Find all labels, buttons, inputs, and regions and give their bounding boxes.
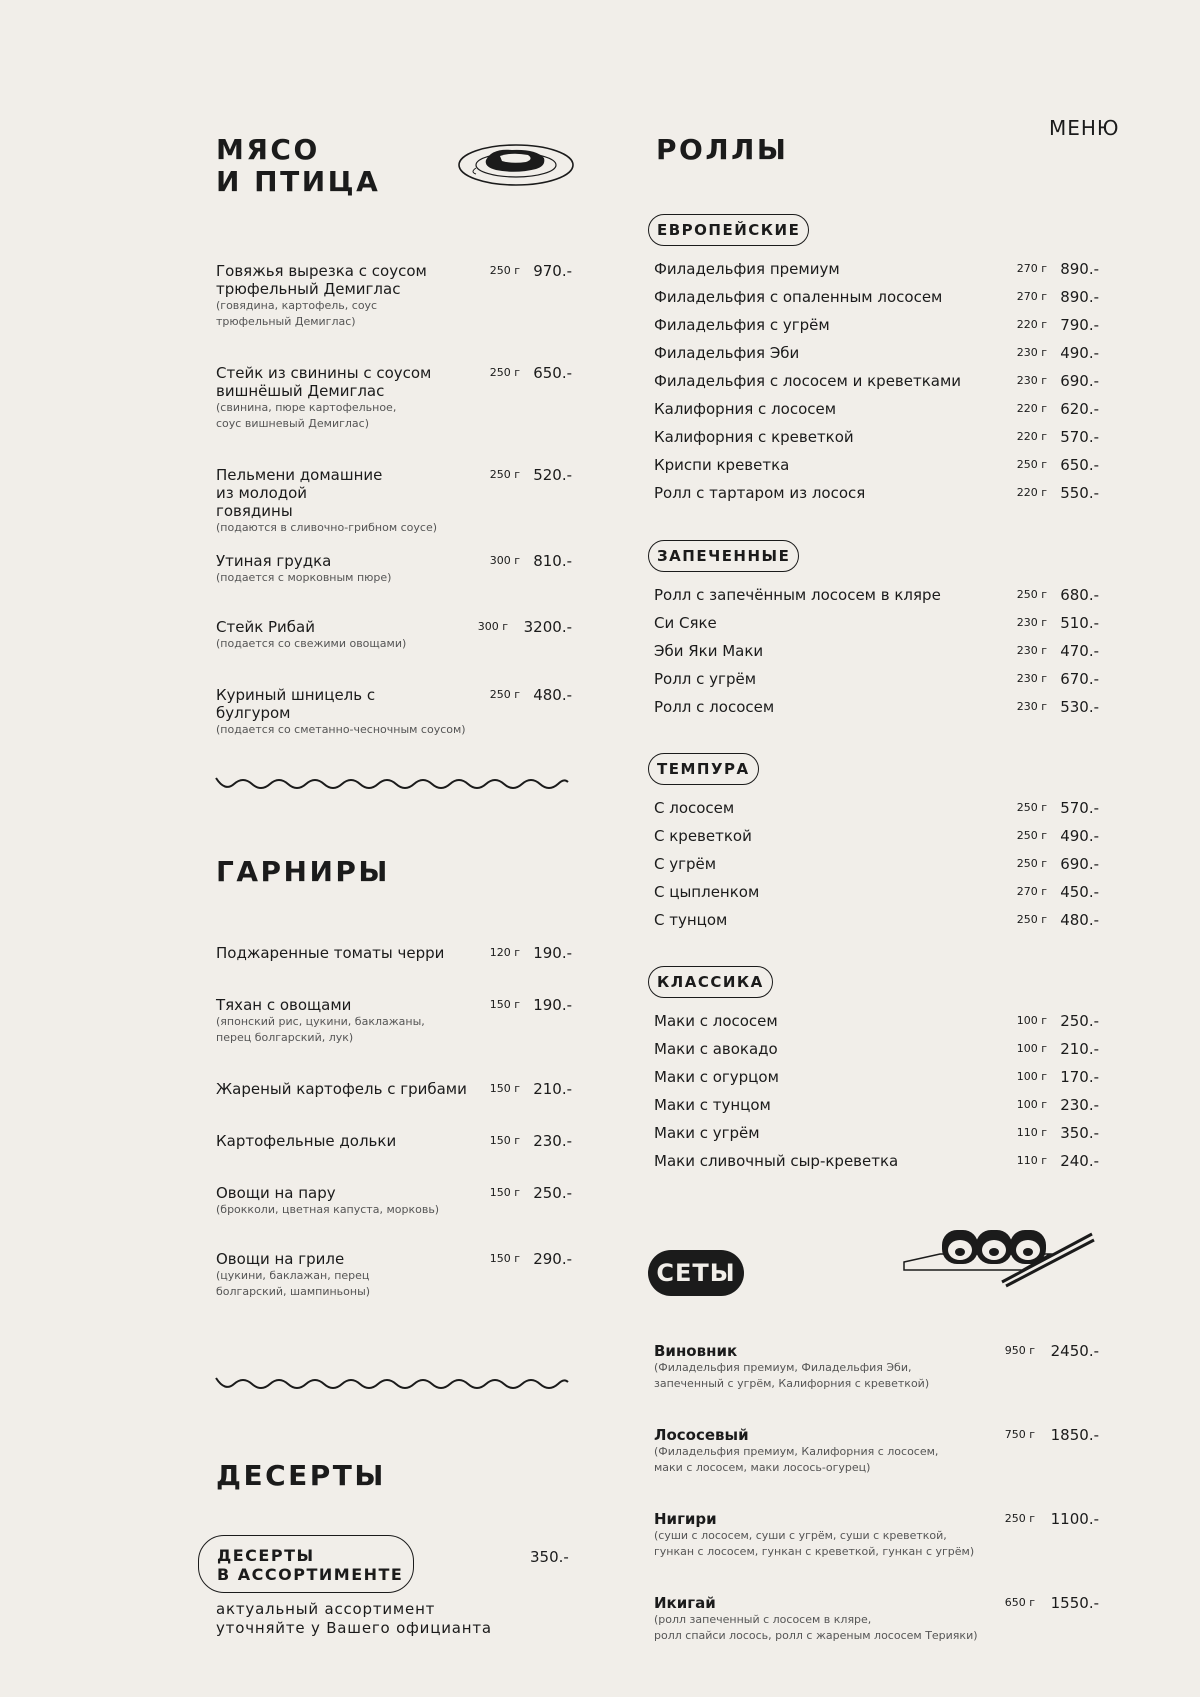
item-price: 570.-	[1060, 428, 1099, 446]
item-name: Овощи на пару	[216, 1184, 336, 1202]
item-desc: (подается со сметанно-чесночным соусом)	[216, 723, 466, 736]
item-weight: 100 г	[1016, 1098, 1047, 1111]
item-name: Икигай	[654, 1594, 716, 1612]
garnish-list	[216, 944, 572, 1304]
item-name: Эби Яки Маки	[654, 642, 764, 660]
list-item	[654, 1040, 1099, 1058]
item-price: 490.-	[1060, 827, 1099, 845]
item-weight: 220 г	[1016, 402, 1047, 415]
item-price: 650.-	[533, 364, 572, 382]
item-weight: 250 г	[1016, 829, 1047, 842]
item-weight: 220 г	[1016, 318, 1047, 331]
item-weight: 230 г	[1016, 346, 1047, 359]
item-price: 690.-	[1060, 372, 1099, 390]
desserts-box-line1: ДЕСЕРТЫ	[217, 1546, 315, 1565]
list-item	[654, 1012, 1099, 1030]
item-desc: запеченный с угрём, Калифорния с креветкой)	[654, 1377, 930, 1390]
item-price: 290.-	[533, 1250, 572, 1268]
item-price: 170.-	[1060, 1068, 1099, 1086]
item-name: Нигири	[654, 1510, 717, 1528]
item-desc: (японский рис, цукини, баклажаны, перец болгарский, лук)	[216, 1015, 425, 1044]
item-price: 250.-	[533, 1184, 572, 1202]
item-weight: 150 г	[489, 1082, 520, 1095]
item-desc: (подается со свежими овощами)	[216, 637, 407, 650]
list-item	[216, 618, 572, 652]
list-item	[654, 1152, 1099, 1170]
item-weight: 230 г	[1016, 672, 1047, 685]
list-item	[654, 344, 1099, 362]
item-name: Калифорния с креветкой	[654, 428, 854, 446]
item-price: 1100.-	[1050, 1510, 1099, 1528]
item-name: Пельмени домашние из молодой говядины	[216, 466, 383, 520]
item-name: Маки сливочный сыр-креветка	[654, 1152, 899, 1170]
item-name: Ролл с угрём	[654, 670, 757, 688]
list-item	[654, 1594, 1099, 1644]
item-name: Филадельфия премиум	[654, 260, 840, 278]
list-item	[654, 614, 1099, 632]
list-item	[654, 670, 1099, 688]
item-name: С угрём	[654, 855, 717, 873]
item-weight: 220 г	[1016, 430, 1047, 443]
item-price: 530.-	[1060, 698, 1099, 716]
rolls-list	[654, 214, 1099, 1174]
item-name: Криспи креветка	[654, 456, 790, 474]
item-price: 230.-	[533, 1132, 572, 1150]
item-price: 570.-	[1060, 799, 1099, 817]
item-price: 480.-	[1060, 911, 1099, 929]
item-weight: 250 г	[1016, 857, 1047, 870]
item-weight: 230 г	[1016, 374, 1047, 387]
list-item	[654, 1068, 1099, 1086]
list-item	[216, 1132, 572, 1150]
list-item	[654, 883, 1099, 901]
list-item	[216, 944, 572, 962]
item-price: 210.-	[533, 1080, 572, 1098]
item-desc: (говядина, картофель, соус трюфельный Демиглас)	[216, 299, 378, 328]
list-item	[654, 911, 1099, 929]
item-weight: 250 г	[489, 688, 520, 701]
item-weight: 250 г	[1004, 1512, 1035, 1525]
list-item	[654, 288, 1099, 306]
item-weight: 150 г	[489, 1134, 520, 1147]
desserts-price: 350.-	[530, 1548, 569, 1566]
item-weight: 100 г	[1016, 1070, 1047, 1083]
item-price: 550.-	[1060, 484, 1099, 502]
list-item	[654, 428, 1099, 446]
item-name: Картофельные дольки	[216, 1132, 397, 1150]
item-weight: 100 г	[1016, 1014, 1047, 1027]
item-desc: (подается с морковным пюре)	[216, 571, 392, 584]
item-desc: (Филадельфия премиум, Калифорния с лососем,	[654, 1445, 939, 1458]
item-name: Си Сяке	[654, 614, 717, 632]
desserts-note-line2: уточняйте у Вашего официанта	[216, 1619, 492, 1637]
item-price: 1550.-	[1050, 1594, 1099, 1612]
item-desc: (Филадельфия премиум, Филадельфия Эби,	[654, 1361, 912, 1374]
sets-section-title: СЕТЫ	[648, 1250, 744, 1296]
item-weight: 110 г	[1016, 1126, 1047, 1139]
item-name: Филадельфия с опаленным лососем	[654, 288, 943, 306]
list-item	[216, 686, 572, 738]
item-name: С лососем	[654, 799, 735, 817]
item-price: 970.-	[533, 262, 572, 280]
sushi-rolls-icon	[902, 1226, 1096, 1288]
item-name: Стейк Рибай	[216, 618, 316, 636]
desserts-note-line1: актуальный ассортимент	[216, 1600, 436, 1618]
item-name: Виновник	[654, 1342, 738, 1360]
item-price: 190.-	[533, 996, 572, 1014]
item-weight: 230 г	[1016, 700, 1047, 713]
item-price: 3200.-	[523, 618, 572, 636]
list-item	[654, 799, 1099, 817]
item-price: 230.-	[1060, 1096, 1099, 1114]
item-name: Утиная грудка	[216, 552, 332, 570]
item-weight: 270 г	[1016, 885, 1047, 898]
item-price: 510.-	[1060, 614, 1099, 632]
list-item	[654, 642, 1099, 660]
list-item	[654, 1342, 1099, 1392]
category-badge: КЛАССИКА	[648, 966, 773, 998]
item-price: 620.-	[1060, 400, 1099, 418]
list-item	[216, 996, 572, 1046]
item-weight: 250 г	[489, 264, 520, 277]
list-item	[216, 1250, 572, 1300]
sets-list	[654, 1342, 1099, 1672]
list-item	[216, 262, 572, 330]
item-price: 450.-	[1060, 883, 1099, 901]
list-item	[654, 827, 1099, 845]
item-weight: 750 г	[1004, 1428, 1035, 1441]
item-weight: 270 г	[1016, 290, 1047, 303]
item-weight: 150 г	[489, 1186, 520, 1199]
item-weight: 120 г	[489, 946, 520, 959]
item-name: Филадельфия Эби	[654, 344, 800, 362]
list-item	[216, 1080, 572, 1098]
item-price: 670.-	[1060, 670, 1099, 688]
item-name: Жареный картофель с грибами	[216, 1080, 467, 1098]
desserts-assortment-badge	[198, 1535, 414, 1593]
category-badge: ЕВРОПЕЙСКИЕ	[648, 214, 809, 246]
item-name: Ролл с лососем	[654, 698, 775, 716]
list-item	[216, 466, 572, 536]
item-price: 210.-	[1060, 1040, 1099, 1058]
desserts-box-line2: В АССОРТИМЕНТЕ	[217, 1565, 404, 1584]
item-price: 690.-	[1060, 855, 1099, 873]
item-name: Маки с лососем	[654, 1012, 778, 1030]
item-weight: 250 г	[1016, 458, 1047, 471]
item-name: С тунцом	[654, 911, 728, 929]
item-name: С цыпленком	[654, 883, 760, 901]
item-price: 470.-	[1060, 642, 1099, 660]
item-price: 1850.-	[1050, 1426, 1099, 1444]
item-name: Филадельфия с угрём	[654, 316, 830, 334]
list-item	[216, 552, 572, 586]
meat-title-line1: МЯСО	[216, 133, 320, 166]
list-item	[654, 484, 1099, 502]
list-item	[654, 1124, 1099, 1142]
list-item	[654, 260, 1099, 278]
list-item	[216, 364, 572, 432]
item-weight: 100 г	[1016, 1042, 1047, 1055]
rolls-section-title: РОЛЛЫ	[656, 133, 789, 166]
item-name: Филадельфия с лососем и креветками	[654, 372, 962, 390]
menu-label: МЕНЮ	[1049, 116, 1120, 140]
item-price: 250.-	[1060, 1012, 1099, 1030]
list-item	[654, 1510, 1099, 1560]
item-desc: маки с лососем, маки лосось-огурец)	[654, 1461, 871, 1474]
category-badge: ЗАПЕЧЕННЫЕ	[648, 540, 799, 572]
item-weight: 230 г	[1016, 644, 1047, 657]
list-item	[654, 855, 1099, 873]
desserts-section-title: ДЕСЕРТЫ	[216, 1459, 386, 1492]
category-badge: ТЕМПУРА	[648, 753, 759, 785]
wave-divider	[214, 1372, 570, 1396]
item-price: 240.-	[1060, 1152, 1099, 1170]
item-price: 2450.-	[1050, 1342, 1099, 1360]
list-item	[654, 1426, 1099, 1476]
item-weight: 150 г	[489, 1252, 520, 1265]
item-name: Ролл с тартаром из лосося	[654, 484, 866, 502]
meat-list	[216, 262, 572, 736]
list-item	[654, 586, 1099, 604]
item-name: Тяхан с овощами	[216, 996, 352, 1014]
item-name: Маки с огурцом	[654, 1068, 779, 1086]
item-price: 790.-	[1060, 316, 1099, 334]
item-weight: 150 г	[489, 998, 520, 1011]
list-item	[216, 1184, 572, 1218]
item-name: Маки с угрём	[654, 1124, 760, 1142]
item-desc: (брокколи, цветная капуста, морковь)	[216, 1203, 440, 1216]
steak-plate-icon	[456, 140, 576, 188]
item-weight: 250 г	[1016, 588, 1047, 601]
item-price: 810.-	[533, 552, 572, 570]
meat-title-line2: И ПТИЦА	[216, 165, 381, 198]
item-weight: 250 г	[1016, 801, 1047, 814]
item-name: Овощи на гриле	[216, 1250, 345, 1268]
item-price: 680.-	[1060, 586, 1099, 604]
item-name: Лососевый	[654, 1426, 749, 1444]
item-price: 350.-	[1060, 1124, 1099, 1142]
item-weight: 220 г	[1016, 486, 1047, 499]
item-price: 190.-	[533, 944, 572, 962]
item-name: Говяжья вырезка с соусом трюфельный Демиглас	[216, 262, 427, 298]
item-weight: 650 г	[1004, 1596, 1035, 1609]
list-item	[654, 698, 1099, 716]
meat-section-title	[216, 134, 380, 198]
item-price: 890.-	[1060, 288, 1099, 306]
item-name: С креветкой	[654, 827, 752, 845]
list-item	[654, 1096, 1099, 1114]
item-price: 520.-	[533, 466, 572, 484]
list-item	[654, 372, 1099, 390]
item-weight: 230 г	[1016, 616, 1047, 629]
item-weight: 250 г	[489, 468, 520, 481]
list-item	[654, 400, 1099, 418]
item-name: Калифорния с лососем	[654, 400, 837, 418]
item-weight: 950 г	[1004, 1344, 1035, 1357]
item-desc: (ролл запеченный с лососем в кляре,	[654, 1613, 872, 1626]
item-name: Ролл с запечённым лососем в кляре	[654, 586, 941, 604]
item-weight: 300 г	[489, 554, 520, 567]
item-price: 480.-	[533, 686, 572, 704]
item-desc: (свинина, пюре картофельное, соус вишневый Демиглас)	[216, 401, 397, 430]
item-weight: 250 г	[489, 366, 520, 379]
item-price: 650.-	[1060, 456, 1099, 474]
item-weight: 250 г	[1016, 913, 1047, 926]
item-desc: ролл спайси лосось, ролл с жареным лососем Терияки)	[654, 1629, 978, 1642]
wave-divider	[214, 772, 570, 796]
item-price: 490.-	[1060, 344, 1099, 362]
item-desc: (цукини, баклажан, перец болгарский, шампиньоны)	[216, 1269, 371, 1298]
item-name: Куриный шницель с булгуром	[216, 686, 376, 722]
desserts-note	[216, 1600, 492, 1638]
item-desc: (подаются в сливочно-грибном соусе)	[216, 521, 438, 534]
item-name: Маки с авокадо	[654, 1040, 778, 1058]
item-weight: 300 г	[477, 620, 508, 633]
garnish-section-title: ГАРНИРЫ	[216, 855, 390, 888]
list-item	[654, 316, 1099, 334]
item-weight: 110 г	[1016, 1154, 1047, 1167]
item-name: Маки с тунцом	[654, 1096, 771, 1114]
item-name: Поджаренные томаты черри	[216, 944, 445, 962]
item-weight: 270 г	[1016, 262, 1047, 275]
item-name: Стейк из свинины с соусом вишнёшый Демиглас	[216, 364, 432, 400]
item-desc: (суши с лососем, суши с угрём, суши с креветкой,	[654, 1529, 947, 1542]
item-desc: гункан с лососем, гункан с креветкой, гункан с угрём)	[654, 1545, 975, 1558]
item-price: 890.-	[1060, 260, 1099, 278]
list-item	[654, 456, 1099, 474]
